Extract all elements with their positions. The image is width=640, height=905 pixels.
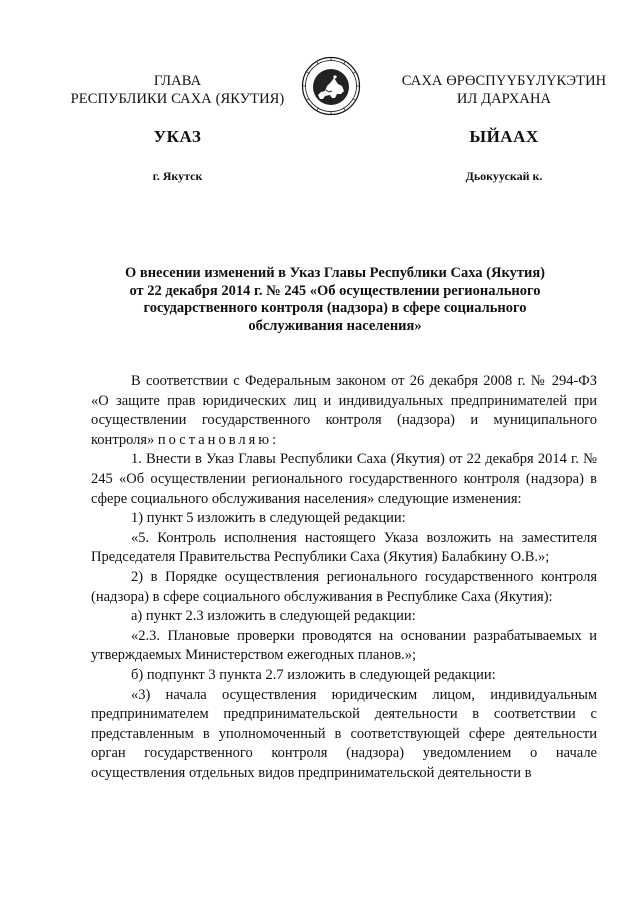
coat-of-arms-icon xyxy=(301,56,361,116)
paragraph-1-2: 2) в Порядке осуществления регионального государственного контроля (надзора) в сфере социального обслуживания в Республике Саха (Якутия): xyxy=(91,568,597,605)
paragraph-1-2-b-text: «3) начала осуществления юридическим лицом, индивидуальным предпринимателем предпринимательской деятельности в соответствии с представленным в уполномоченный в соответствующей сфере деятельности орган государственного контроля (надзора) уведомлением о начале осуществления отдельных видов предпринимательской деятельности в xyxy=(91,686,597,781)
header-right-column xyxy=(386,72,622,184)
title-line-3: государственного контроля (надзора) в сфере социального xyxy=(143,300,527,316)
city-ru: г. Якутск xyxy=(152,169,203,183)
paragraph-1: 1. Внести в Указ Главы Республики Саха (Якутия) от 22 декабря 2014 г. № 245 «Об осуществлении регионального государственного контроля (надзора) в сфере социального обслуживания населения» следующие изменения: xyxy=(91,451,597,507)
paragraph-1-2-b: б) подпункт 3 пункта 2.7 изложить в следующей редакции: xyxy=(131,666,496,683)
document-body xyxy=(91,372,597,783)
org-line-2-ru: РЕСПУБЛИКИ САХА (ЯКУТИЯ) xyxy=(70,91,285,107)
org-line-1-sah: САХА ӨРӨСПҮҮБҮЛҮКЭТИН xyxy=(401,73,607,89)
title-line-1: О внесении изменений в Указ Главы Республики Саха (Якутия) xyxy=(124,265,546,281)
preamble-paragraph xyxy=(91,372,597,450)
title-line-2: от 22 декабря 2014 г. № 245 «Об осуществлении регионального xyxy=(129,282,541,299)
title-line-4: обслуживания населения» xyxy=(248,317,422,334)
doc-type-ru: УКАЗ xyxy=(153,127,202,146)
paragraph-1-1: 1) пункт 5 изложить в следующей редакции: xyxy=(131,510,406,527)
org-name-sah xyxy=(386,72,622,108)
city-sah: Дьокуускай к. xyxy=(465,169,543,183)
org-line-1-ru: ГЛАВА xyxy=(153,73,202,89)
doc-type-sah: ЫЙААХ xyxy=(469,127,539,146)
org-line-2-sah: ИЛ ДАРХАНА xyxy=(456,91,552,107)
document-title xyxy=(100,265,570,335)
paragraph-1-1-text: «5. Контроль исполнения настоящего Указа возложить на заместителя Председателя Правительства Республики Саха (Якутия) Балабкину О.В.»; xyxy=(91,529,597,566)
paragraph-1-2-a: а) пункт 2.3 изложить в следующей редакции: xyxy=(131,608,416,625)
resolution-word: постановляю: xyxy=(157,431,280,448)
header-left-column xyxy=(60,72,295,184)
preamble-text: В соответствии с Федеральным законом от 26 декабря 2008 г. № 294-ФЗ «О защите прав юридических лиц и индивидуальных предпринимателей при осуществлении государственного контроля (надзора) и муниципального контроля» xyxy=(91,373,597,448)
paragraph-1-2-a-text: «2.3. Плановые проверки проводятся на основании разрабатываемых и утверждаемых Министерством ежегодных планов.»; xyxy=(91,627,597,664)
org-name-ru xyxy=(60,72,295,108)
